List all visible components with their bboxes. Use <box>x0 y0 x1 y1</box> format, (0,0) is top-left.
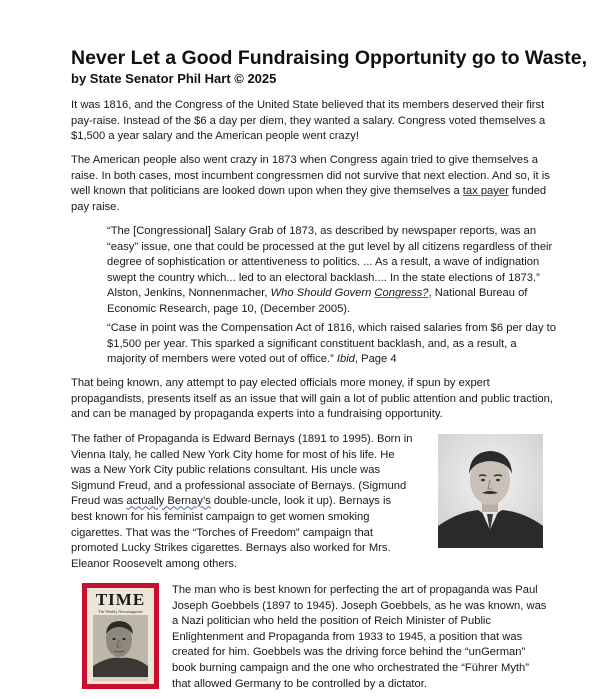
time-cover-panel <box>87 588 154 684</box>
goebbels-line: book burning campaign and the one who orchestrated the “Führer Myth” <box>172 661 529 674</box>
bernays-line: Sigmund Freud, and a professional associate of Bernays. (Sigmund <box>71 479 407 492</box>
goebbels-line: created for him. Goebbels was the driving force behind the “unGerman” <box>172 646 526 659</box>
goebbels-portrait-drawing <box>87 588 154 684</box>
bernays-portrait-drawing <box>438 434 543 548</box>
byline: by State Senator Phil Hart © 2025 <box>71 71 277 86</box>
goebbels-line: Enlightenment and Propaganda from 1933 to 1945, a position that was <box>172 630 523 643</box>
bernays-portrait-image <box>438 434 543 548</box>
article-title: Never Let a Good Fundraising Opportunity go to Waste, <box>71 47 588 69</box>
ibid-citation: Ibid <box>336 353 355 366</box>
time-magazine-cover-image <box>82 583 159 689</box>
time-subtitle: The Weekly Newsmagazine <box>98 609 143 614</box>
bernays-line: best known for his feminist campaign to get women smoking <box>71 510 370 523</box>
quote-salary-grab-text: “The [Congressional] Salary Grab of 1873, as described by newspaper reports, was an “easy” issue, one that could be processed at the gut level by all citizens regardless of their degree of sophistication or attentiveness to politics. ... As a result, a wave of indignation swept the country which... led to an electoral backlash.... In the state elections of 1873.” Alston, Jenkins, Nonnenmacher, <box>107 225 553 300</box>
ibid-page: , Page 4 <box>354 353 397 366</box>
paragraph-goebbels <box>172 583 567 692</box>
citation-title <box>271 287 429 299</box>
quote-compensation-act-text: “Case in point was the Compensation Act of 1816, which raised salaries from $6 per day to $1,500 per year. This sparked a significant constituent backlash, and, as a result, a majority of members were voted out of office.” <box>107 322 556 366</box>
bernays-line: double-uncle, look it up). Bernays is <box>210 495 392 508</box>
paragraph-1816: It was 1816, and the Congress of the United State believed that its members deserved their first pay-raise. Instead of the $6 a day per diem, they wanted a salary. Congress voted themselves a $1,500 a year salary and the American people went crazy! <box>71 99 546 143</box>
tax-payer-link[interactable]: tax payer <box>462 185 509 198</box>
congress-link[interactable]: Congress? <box>374 287 429 300</box>
paragraph-1873 <box>71 153 563 215</box>
citation-source: , National Bureau of Economic Research, page 10, (December 2005). <box>107 287 528 315</box>
spellcheck-flagged-text[interactable]: actually Bernay’s <box>126 495 211 508</box>
quote-salary-grab <box>107 224 557 318</box>
bernays-line: The father of Propaganda is Edward Bernays (1891 to 1995). Born in <box>71 433 413 445</box>
citation-title-text: Who Should Govern <box>270 287 375 300</box>
quote-compensation-act <box>107 321 557 368</box>
bernays-line: was a New York City public relations consultant. His uncle was <box>71 464 381 477</box>
bernays-line: cigarettes. That was the “Torches of Freedom” campaign that <box>71 526 373 539</box>
bernays-line: Eleanor Roosevelt among others. <box>71 557 238 570</box>
goebbels-line: The man who is best known for perfecting the art of propaganda was Paul <box>172 584 538 596</box>
goebbels-line: that allowed Germany to be controlled by a dictator. <box>172 677 427 690</box>
goebbels-line: a Nazi politician who held the position of Reich Minister of Public <box>172 615 492 628</box>
time-masthead: TIME <box>95 590 146 609</box>
goebbels-line: Joseph Goebbels (1897 to 1945). Joseph Goebbels, as he was known, was <box>172 599 547 612</box>
bernays-line: promoted Lucky Strikes cigarettes. Bernays also worked for Mrs. <box>71 542 391 555</box>
bernays-line: Freud was <box>71 495 127 508</box>
paragraph-1873-text: The American people also went crazy in 1873 when Congress again tried to give themselves a raise. In both cases, most incumbent congressmen did not survive that next election. And so, it is well known that politicians are looked down upon when they give themselves a <box>71 154 550 198</box>
paragraph-bernays <box>71 432 441 572</box>
paragraph-1873-end: funded pay raise. <box>71 185 547 213</box>
bernays-line: Vienna Italy, he called New York City home for most of his life. He <box>71 448 395 461</box>
paragraph-fundraising: That being known, any attempt to pay elected officials more money, if spun by expert propagandists, presents itself as an issue that will gain a lot of public attention and public traction, and can be managed by propaganda experts into a fundraising opportunity. <box>71 377 553 421</box>
